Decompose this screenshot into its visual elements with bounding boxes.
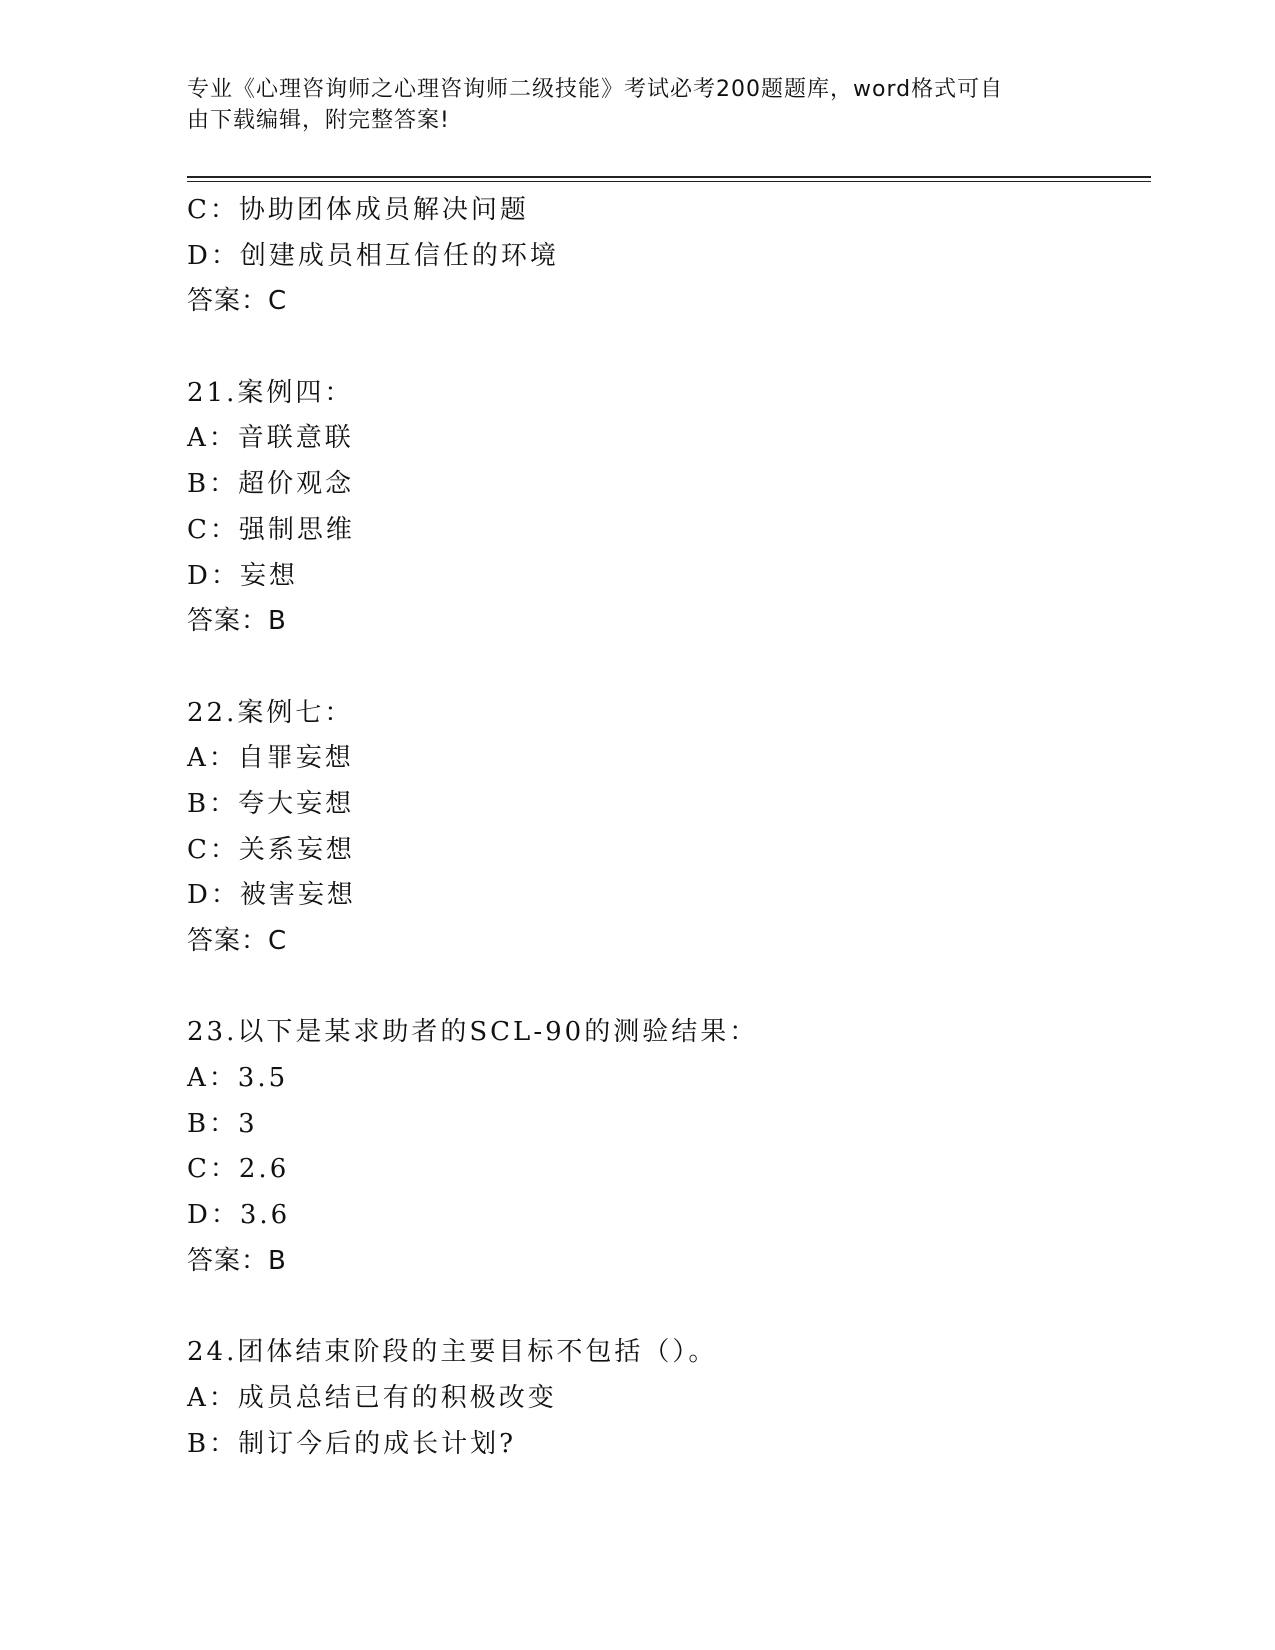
question-21 (187, 371, 1151, 645)
header-line-2: 由下载编辑，附完整答案! (187, 108, 450, 133)
question-stem: 23.以下是某求助者的SCL-90的测验结果： (187, 1017, 759, 1048)
header-line-1: 专业《心理咨询师之心理咨询师二级技能》考试必考200题题库，word格式可自 (187, 77, 1004, 102)
option-b: B：3 (187, 1108, 258, 1139)
spacer (187, 645, 1151, 691)
question-stem: 21.案例四： (187, 377, 354, 408)
question-stem: 22.案例七： (187, 697, 354, 728)
question-stem: 24.团体结束阶段的主要目标不包括（）。 (187, 1337, 718, 1368)
spacer (187, 965, 1151, 1011)
option-d: D：3.6 (187, 1200, 291, 1231)
option-c: C：关系妄想 (187, 834, 355, 865)
option-c: C：强制思维 (187, 514, 355, 545)
option-c: C：协助团体成员解决问题 (187, 195, 529, 225)
spacer (187, 1285, 1151, 1331)
option-d: D：创建成员相互信任的环境 (187, 240, 559, 271)
option-a: A：成员总结已有的积极改变 (187, 1382, 557, 1413)
question-24 (187, 1330, 1151, 1467)
answer-line: 答案：B (187, 606, 287, 637)
header-divider-thick (187, 176, 1151, 178)
option-a: A：3.5 (187, 1063, 289, 1094)
question-list (187, 188, 1151, 1467)
question-22 (187, 691, 1151, 965)
answer-line: 答案：C (187, 286, 288, 317)
answer-line: 答案：C (187, 926, 288, 956)
question-23 (187, 1010, 1151, 1284)
option-b: B：夸大妄想 (187, 788, 355, 819)
question-carryover (187, 188, 1151, 325)
answer-line: 答案：B (187, 1245, 287, 1276)
option-a: A：音联意联 (187, 423, 354, 454)
option-d: D：妄想 (187, 560, 298, 591)
option-b: B：超价观念 (187, 469, 355, 500)
header-divider-thin (187, 181, 1151, 182)
document-header (187, 74, 1067, 136)
option-d: D：被害妄想 (187, 880, 356, 911)
spacer (187, 325, 1151, 371)
option-b: B：制订今后的成长计划? (187, 1428, 517, 1459)
option-a: A：自罪妄想 (187, 743, 354, 774)
option-c: C：2.6 (187, 1154, 290, 1185)
